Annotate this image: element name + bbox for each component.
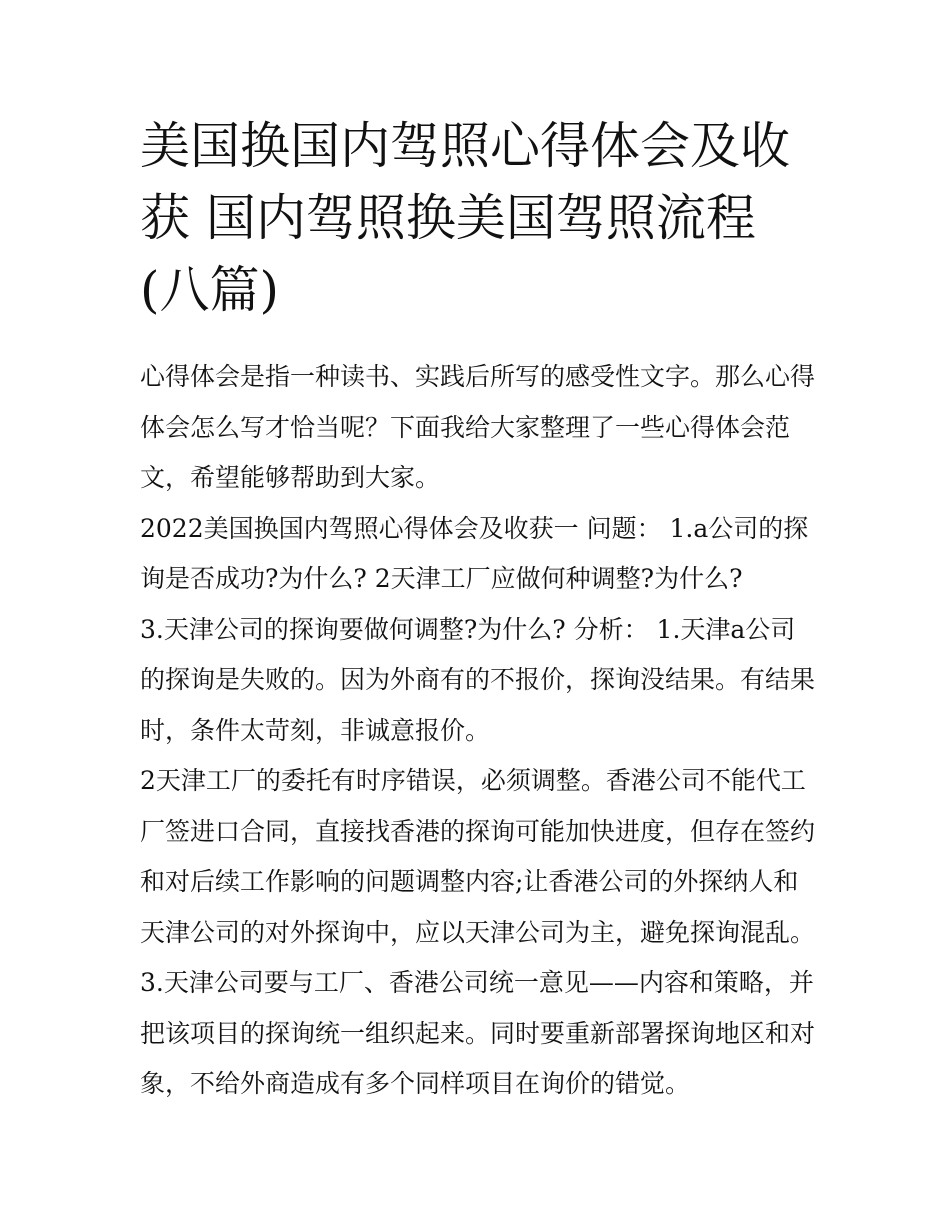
paragraph-intro: 心得体会是指一种读书、实践后所写的感受性文字。那么心得体会怎么写才恰当呢？下面我给大家整理了一些心得体会范文，希望能够帮助到大家。 (140, 362, 816, 492)
document-page (140, 110, 820, 1110)
paragraph-analysis-1: 3.天津公司的探询要做何调整?为什么? 分析： 1.天津a公司的探询是失败的。因为外商有的不报价，探询没结果。有结果时，条件太苛刻，非诚意报价。 (140, 614, 816, 745)
paragraph-analysis-2: 2天津工厂的委托有时序错误，必须调整。香港公司不能代工厂签进口合同，直接找香港的探询可能加快进度，但存在签约和对后续工作影响的问题调整内容;让香港公司的外探纳人和天津公司的对外探询中，应以天津公司为主，避免探询混乱。 (140, 766, 816, 947)
paragraph-questions: 2022美国换国内驾照心得体会及收获一 问题： 1.a公司的探询是否成功?为什么? 2天津工厂应做何种调整?为什么? (140, 513, 809, 593)
document-title: 美国换国内驾照心得体会及收获 国内驾照换美国驾照流程(八篇) (140, 117, 790, 319)
paragraph-analysis-3: 3.天津公司要与工厂、香港公司统一意见——内容和策略，并把该项目的探询统一组织起来。同时要重新部署探询地区和对象，不给外商造成有多个同样项目在询价的错觉。 (140, 968, 816, 1098)
